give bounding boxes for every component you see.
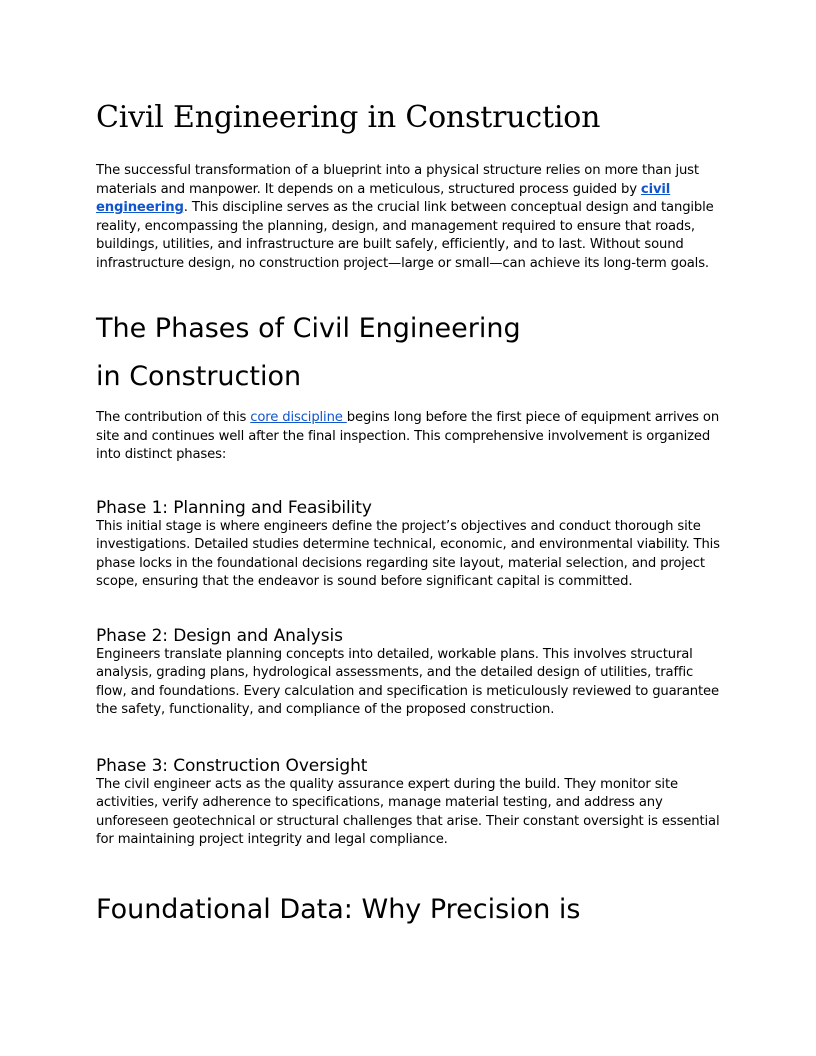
phases-heading-line2: in Construction	[96, 361, 302, 392]
phases-section-heading	[96, 305, 720, 401]
phase-1-text: This initial stage is where engineers define the project’s objectives and conduct thorough site investigations. Detailed studies determine technical, economic, and environmental viability. This phase locks in the foundational decisions regarding site layout, material selection, and project scope, ensuring that the endeavor is sound before significant capital is committed.	[96, 518, 720, 589]
civil-engineering-link[interactable]: civil engineering	[96, 181, 671, 215]
phase-1-heading: Phase 1: Planning and Feasibility	[96, 497, 372, 518]
core-discipline-link[interactable]: core discipline	[250, 410, 347, 425]
contribution-text-end: begins long before the first piece of equipment arrives on site and continues well after the final inspection. This comprehensive involvement is organized into distinct phases:	[96, 410, 720, 462]
phase-3-text: The civil engineer acts as the quality assurance expert during the build. They monitor site activities, verify adherence to specifications, manage material testing, and address any unforeseen geotechnical or structural challenges that arise. Their constant oversight is essential for maintaining project integrity and legal compliance.	[96, 776, 720, 847]
phases-heading-line1: The Phases of Civil Engineering	[96, 313, 521, 344]
phase-3-heading: Phase 3: Construction Oversight	[96, 755, 368, 776]
document-page	[96, 96, 720, 934]
phase-2-heading: Phase 2: Design and Analysis	[96, 625, 343, 646]
intro-text-end: . This discipline serves as the crucial link between conceptual design and tangible reality, encompassing the planning, design, and management required to ensure that roads, buildings, utilities, and infrastructure are built safely, efficiently, and to last. Without sound infrastructure design, no construction project—large or small—can achieve its long-term goals.	[96, 200, 714, 271]
intro-text-start: The successful transformation of a blueprint into a physical structure relies on more than just materials and manpower. It depends on a meticulous, structured process guided by	[96, 163, 699, 197]
foundational-data-heading: Foundational Data: Why Precision is	[96, 893, 581, 925]
contribution-text-start: The contribution of this	[96, 410, 251, 425]
document-title: Civil Engineering in Construction	[96, 100, 601, 135]
contribution-paragraph	[96, 409, 720, 465]
phase-2-text: Engineers translate planning concepts into detailed, workable plans. This involves structural analysis, grading plans, hydrological assessments, and the detailed design of utilities, traffic flow, and foundations. Every calculation and specification is meticulously reviewed to guarantee the safety, functionality, and compliance of the proposed construction.	[96, 646, 719, 717]
intro-paragraph	[96, 162, 720, 273]
